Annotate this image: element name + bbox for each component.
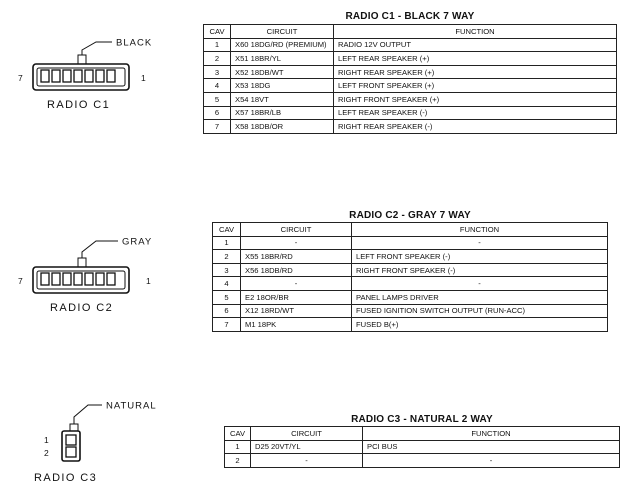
radio-c1-pin-right: 1: [141, 73, 146, 83]
circuit-cell: X54 18VT: [231, 92, 334, 106]
cav-cell: 4: [213, 277, 241, 291]
cav-cell: 7: [204, 120, 231, 134]
radio-c3-pin-bottom: 2: [44, 448, 49, 458]
circuit-header: CIRCUIT: [231, 25, 334, 39]
cav-cell: 3: [204, 65, 231, 79]
circuit-cell: X57 18BR/LB: [231, 106, 334, 120]
table-row: [204, 38, 617, 52]
table-row: [204, 106, 617, 120]
table-row: [204, 65, 617, 79]
function-cell: LEFT FRONT SPEAKER (+): [334, 79, 617, 93]
cav-header: CAV: [225, 427, 251, 441]
circuit-cell: X53 18DG: [231, 79, 334, 93]
function-cell: -: [352, 277, 608, 291]
cav-cell: 2: [225, 454, 251, 468]
cav-cell: 5: [213, 290, 241, 304]
table-row: [225, 440, 620, 454]
cav-cell: 2: [204, 52, 231, 66]
radio-c2-pinout-table: [212, 222, 608, 332]
circuit-cell: D25 20VT/YL: [251, 440, 363, 454]
function-cell: RADIO 12V OUTPUT: [334, 38, 617, 52]
radio-c2-pin-right: 1: [146, 276, 151, 286]
circuit-cell: -: [241, 277, 352, 291]
function-cell: RIGHT REAR SPEAKER (-): [334, 120, 617, 134]
table-row: [213, 277, 608, 291]
cav-cell: 1: [225, 440, 251, 454]
radio-c3-label: RADIO C3: [34, 472, 98, 484]
circuit-cell: X56 18DB/RD: [241, 263, 352, 277]
function-header: FUNCTION: [334, 25, 617, 39]
cav-cell: 4: [204, 79, 231, 93]
table-header-row: [213, 223, 608, 237]
table-header-row: [225, 427, 620, 441]
table-row: [213, 236, 608, 250]
circuit-cell: X55 18BR/RD: [241, 250, 352, 264]
cav-cell: 1: [213, 236, 241, 250]
function-cell: RIGHT REAR SPEAKER (+): [334, 65, 617, 79]
radio-c2-table-title: RADIO C2 - GRAY 7 WAY: [349, 210, 471, 221]
circuit-cell: X58 18DB/OR: [231, 120, 334, 134]
radio-c1-table-title: RADIO C1 - BLACK 7 WAY: [345, 11, 475, 22]
radio-c3-connector-diagram: [0, 0, 200, 487]
table-row: [213, 250, 608, 264]
cav-cell: 6: [204, 106, 231, 120]
radio-c1-label: RADIO C1: [47, 99, 111, 111]
table-row: [213, 318, 608, 332]
circuit-cell: -: [241, 236, 352, 250]
radio-c2-label: RADIO C2: [50, 302, 114, 314]
function-header: FUNCTION: [363, 427, 620, 441]
circuit-cell: X51 18BR/YL: [231, 52, 334, 66]
function-cell: PANEL LAMPS DRIVER: [352, 290, 608, 304]
function-header: FUNCTION: [352, 223, 608, 237]
function-cell: PCI BUS: [363, 440, 620, 454]
table-row: [213, 290, 608, 304]
circuit-header: CIRCUIT: [251, 427, 363, 441]
table-row: [204, 120, 617, 134]
radio-c3-table-title: RADIO C3 - NATURAL 2 WAY: [351, 414, 493, 425]
cav-cell: 2: [213, 250, 241, 264]
radio-c2-pin-left: 7: [18, 276, 23, 286]
circuit-header: CIRCUIT: [241, 223, 352, 237]
function-cell: FUSED B(+): [352, 318, 608, 332]
cav-cell: 5: [204, 92, 231, 106]
table-row: [204, 92, 617, 106]
cav-header: CAV: [204, 25, 231, 39]
cav-cell: 6: [213, 304, 241, 318]
table-row: [225, 454, 620, 468]
radio-c1-pinout-table: [203, 24, 617, 134]
circuit-cell: X12 18RD/WT: [241, 304, 352, 318]
circuit-cell: E2 18OR/BR: [241, 290, 352, 304]
circuit-cell: M1 18PK: [241, 318, 352, 332]
table-row: [204, 79, 617, 93]
cav-cell: 1: [204, 38, 231, 52]
radio-c2-color-label: GRAY: [122, 236, 153, 248]
function-cell: FUSED IGNITION SWITCH OUTPUT (RUN-ACC): [352, 304, 608, 318]
function-cell: RIGHT FRONT SPEAKER (+): [334, 92, 617, 106]
table-header-row: [204, 25, 617, 39]
radio-c3-color-label: NATURAL: [106, 400, 157, 412]
function-cell: RIGHT FRONT SPEAKER (-): [352, 263, 608, 277]
cav-header: CAV: [213, 223, 241, 237]
table-row: [213, 304, 608, 318]
circuit-cell: X52 18DB/WT: [231, 65, 334, 79]
circuit-cell: -: [251, 454, 363, 468]
function-cell: LEFT REAR SPEAKER (+): [334, 52, 617, 66]
function-cell: -: [352, 236, 608, 250]
radio-c3-pin-top: 1: [44, 435, 49, 445]
table-row: [213, 263, 608, 277]
radio-c1-color-label: BLACK: [116, 37, 153, 49]
function-cell: LEFT REAR SPEAKER (-): [334, 106, 617, 120]
radio-c1-pin-left: 7: [18, 73, 23, 83]
function-cell: -: [363, 454, 620, 468]
circuit-cell: X60 18DG/RD (PREMIUM): [231, 38, 334, 52]
cav-cell: 7: [213, 318, 241, 332]
table-row: [204, 52, 617, 66]
radio-c3-pinout-table: [224, 426, 620, 468]
function-cell: LEFT FRONT SPEAKER (-): [352, 250, 608, 264]
cav-cell: 3: [213, 263, 241, 277]
